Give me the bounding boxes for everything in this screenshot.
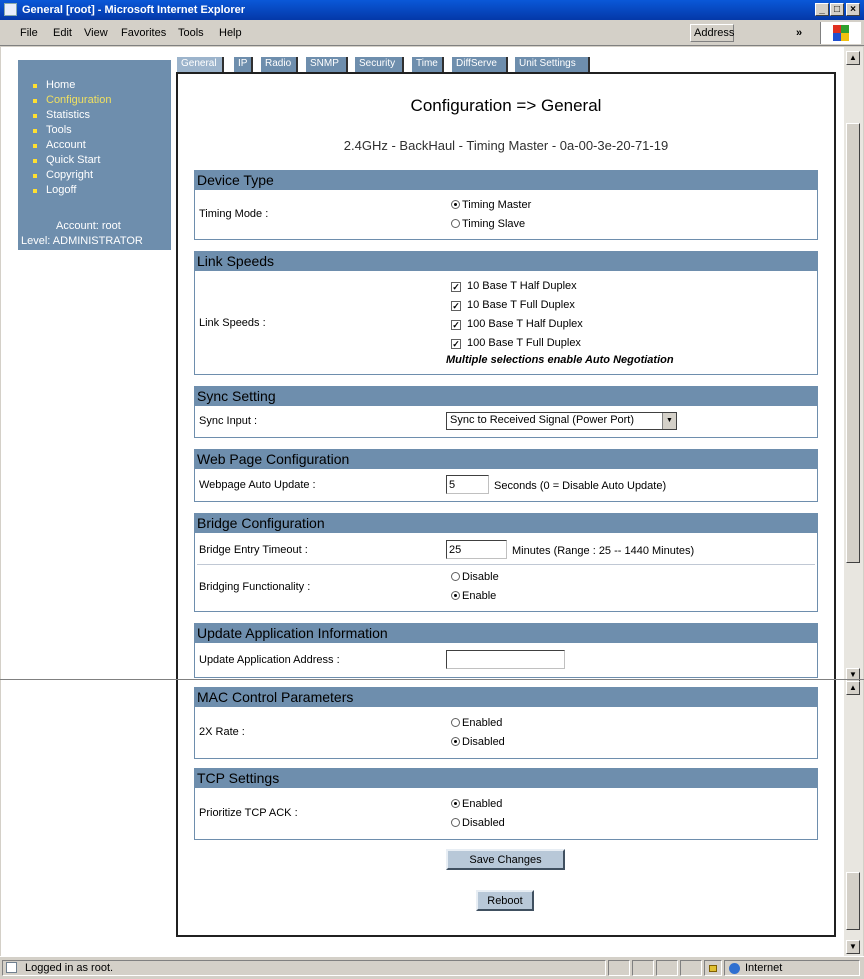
section-web-page-config [194, 449, 818, 502]
sidebar-item-account[interactable]: Account [46, 139, 86, 151]
section-heading: TCP Settings [195, 769, 817, 788]
row-divider [197, 564, 815, 565]
tcp-ack-enabled-radio[interactable]: Enabled [451, 798, 502, 810]
tab-time[interactable]: Time [412, 57, 444, 72]
scroll-down-icon[interactable]: ▼ [846, 668, 860, 682]
section-bridge-config [194, 513, 818, 612]
scroll-down-icon[interactable]: ▼ [846, 940, 860, 954]
checkbox-100-full[interactable]: ✓ 100 Base T Full Duplex [452, 337, 581, 349]
status-panel-empty [680, 960, 702, 976]
dropdown-arrow-icon: ▼ [662, 413, 676, 429]
section-heading: Web Page Configuration [195, 450, 817, 469]
sidebar-item-statistics[interactable]: Statistics [46, 109, 91, 121]
level-text: Level: ADMINISTRATOR [21, 235, 143, 247]
link-speeds-label: Link Speeds : [199, 317, 266, 329]
sync-input-select[interactable]: Sync to Received Signal (Power Port) ▼ [446, 412, 677, 430]
vertical-scrollbar[interactable] [844, 47, 863, 956]
section-heading: Update Application Information [195, 624, 817, 643]
page-icon [6, 962, 17, 973]
tab-diffserve[interactable]: DiffServe [452, 57, 508, 72]
radio-icon [451, 818, 460, 827]
timing-mode-label: Timing Mode : [199, 208, 269, 220]
section-heading: Link Speeds [195, 252, 817, 271]
page-subtitle: 2.4GHz - BackHaul - Timing Master - 0a-00-3e-20-71-19 [343, 138, 669, 153]
checkbox-checked-icon: ✓ [452, 339, 460, 349]
sidebar-nav [18, 60, 171, 250]
menu-tools[interactable]: Tools [178, 27, 204, 39]
bridge-timeout-hint: Minutes (Range : 25 -- 1440 Minutes) [512, 545, 695, 557]
tab-snmp[interactable]: SNMP [306, 57, 348, 72]
timing-slave-radio[interactable]: Timing Slave [451, 218, 525, 230]
bridge-timeout-input[interactable] [446, 540, 507, 559]
sidebar-item-quick-start[interactable]: Quick Start [46, 154, 101, 166]
toolbar-chevron[interactable]: » [796, 27, 803, 39]
page-title: Configuration => General [410, 96, 602, 115]
radio-selected-icon [451, 591, 460, 600]
prioritize-tcp-label: Prioritize TCP ACK : [199, 807, 298, 819]
checkbox-checked-icon: ✓ [452, 282, 460, 292]
globe-icon [729, 963, 740, 974]
close-button[interactable]: × [846, 3, 860, 16]
update-app-input[interactable] [446, 650, 565, 669]
tab-radio[interactable]: Radio [261, 57, 298, 72]
minimize-button[interactable]: _ [815, 3, 829, 16]
section-device-type [194, 170, 818, 240]
section-link-speeds [194, 251, 818, 375]
radio-icon [451, 219, 460, 228]
sidebar-item-logoff[interactable]: Logoff [46, 184, 77, 196]
tab-security[interactable]: Security [355, 57, 404, 72]
sync-input-label: Sync Input : [199, 415, 258, 427]
section-heading: MAC Control Parameters [195, 688, 817, 707]
webpage-update-hint: Seconds (0 = Disable Auto Update) [494, 480, 667, 492]
menu-file[interactable]: File [20, 27, 38, 39]
zone-text: Internet [745, 962, 783, 974]
2x-rate-disabled-radio[interactable]: Disabled [451, 736, 505, 748]
tab-ip[interactable]: IP [234, 57, 253, 72]
menu-bar [0, 20, 864, 46]
section-mac-control [194, 687, 818, 759]
sidebar-item-tools[interactable]: Tools [46, 124, 72, 136]
address-label[interactable]: Address [690, 24, 734, 42]
menu-favorites[interactable]: Favorites [121, 27, 167, 39]
status-panel-empty [608, 960, 630, 976]
auto-negotiation-note: Multiple selections enable Auto Negotiation [446, 354, 674, 366]
menu-view[interactable]: View [84, 27, 108, 39]
scroll-up-icon[interactable]: ▲ [846, 681, 860, 695]
checkbox-10-half[interactable]: ✓ 10 Base T Half Duplex [452, 280, 577, 292]
webpage-update-input[interactable] [446, 475, 489, 494]
screenshot-seam [0, 679, 864, 680]
update-app-label: Update Application Address : [199, 654, 340, 666]
scroll-up-icon[interactable]: ▲ [846, 51, 860, 65]
radio-selected-icon [451, 737, 460, 746]
zone-panel [724, 960, 860, 976]
2x-rate-label: 2X Rate : [199, 726, 245, 738]
sidebar-item-copyright[interactable]: Copyright [46, 169, 94, 181]
lock-icon [704, 960, 722, 976]
window-titlebar [0, 0, 864, 20]
ie-icon [4, 3, 17, 16]
bridging-disable-radio[interactable]: Disable [451, 571, 499, 583]
section-heading: Bridge Configuration [195, 514, 817, 533]
status-panel [2, 960, 606, 976]
radio-selected-icon [451, 200, 460, 209]
scroll-thumb[interactable] [846, 123, 860, 563]
page-viewport [1, 47, 844, 956]
status-panel-empty [656, 960, 678, 976]
menu-edit[interactable]: Edit [53, 27, 72, 39]
webpage-update-label: Webpage Auto Update : [199, 479, 316, 491]
radio-icon [451, 572, 460, 581]
tab-general[interactable]: General [177, 57, 224, 72]
tcp-ack-disabled-radio[interactable]: Disabled [451, 817, 505, 829]
section-tcp-settings [194, 768, 818, 840]
section-heading: Device Type [195, 171, 817, 190]
checkbox-10-full[interactable]: ✓ 10 Base T Full Duplex [452, 299, 575, 311]
reboot-button[interactable]: Reboot [476, 890, 534, 911]
windows-logo-icon [820, 22, 861, 44]
save-changes-button[interactable]: Save Changes [446, 849, 565, 870]
section-heading: Sync Setting [195, 387, 817, 406]
checkbox-checked-icon: ✓ [452, 320, 460, 330]
checkbox-checked-icon: ✓ [452, 301, 460, 311]
account-text: Account: root [56, 220, 121, 232]
menu-help[interactable]: Help [219, 27, 242, 39]
window-title: General [root] - Microsoft Internet Explorer [22, 4, 246, 16]
checkbox-100-half[interactable]: ✓ 100 Base T Half Duplex [452, 318, 583, 330]
tab-unit-settings[interactable]: Unit Settings [515, 57, 590, 72]
content-panel [176, 72, 836, 937]
sidebar-item-configuration[interactable]: Configuration [46, 94, 112, 106]
status-bar [0, 956, 864, 979]
maximize-button[interactable]: □ [830, 3, 844, 16]
section-sync-setting [194, 386, 818, 438]
status-panel-empty [632, 960, 654, 976]
sidebar-item-home[interactable]: Home [46, 79, 76, 91]
radio-icon [451, 718, 460, 727]
2x-rate-enabled-radio[interactable]: Enabled [451, 717, 502, 729]
bridging-functionality-label: Bridging Functionality : [199, 581, 311, 593]
bridging-enable-radio[interactable]: Enable [451, 590, 496, 602]
scroll-thumb[interactable] [846, 872, 860, 930]
bridge-timeout-label: Bridge Entry Timeout : [199, 544, 308, 556]
timing-master-radio[interactable]: Timing Master [451, 199, 531, 211]
status-text: Logged in as root. [25, 962, 114, 974]
section-update-app [194, 623, 818, 678]
radio-selected-icon [451, 799, 460, 808]
